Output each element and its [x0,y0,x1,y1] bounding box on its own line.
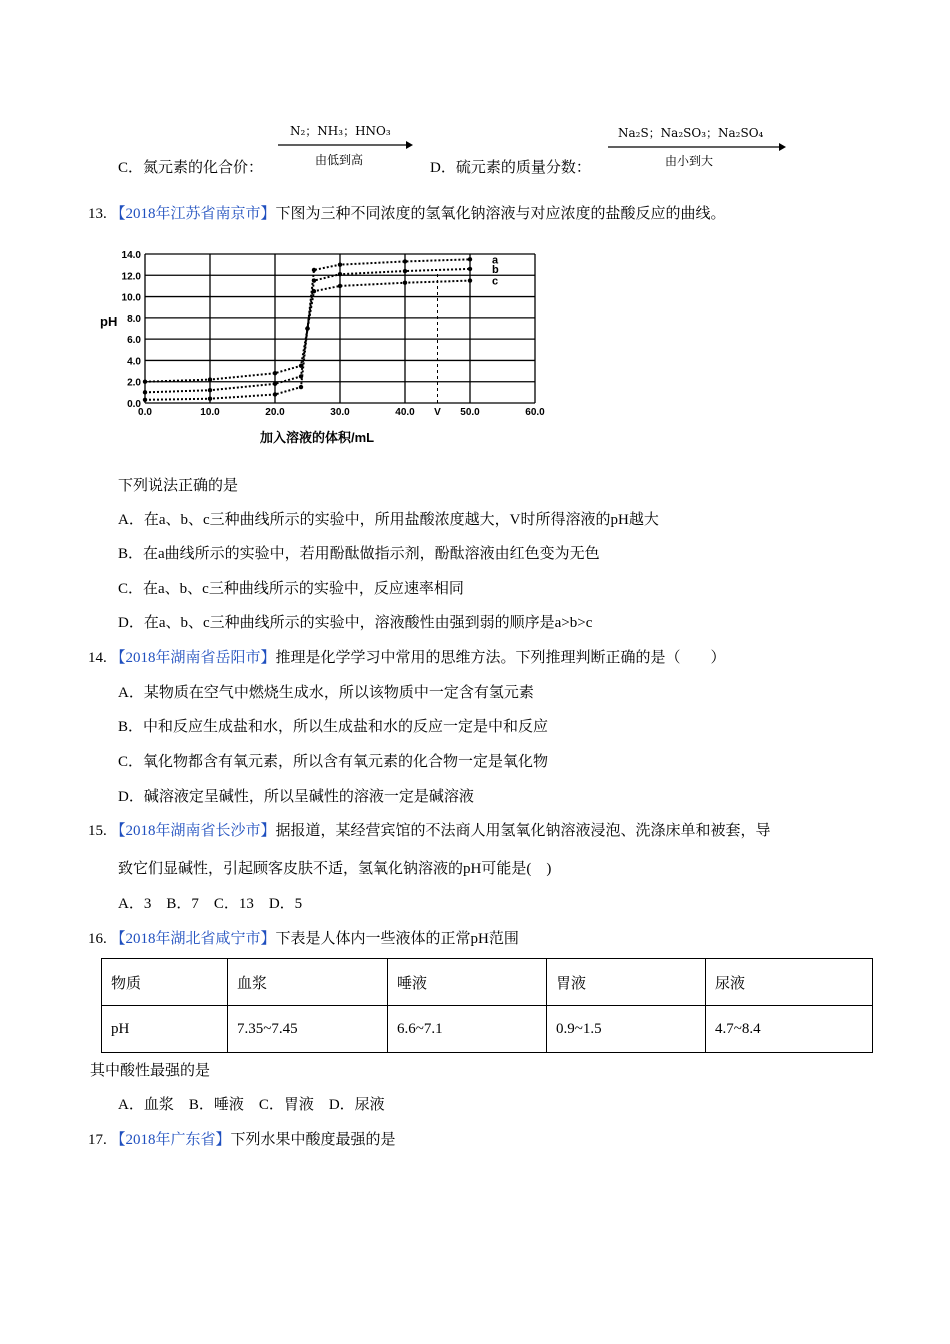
data-point-a [299,385,303,389]
q14-source: 【2018年湖南省岳阳市】 [110,650,276,666]
table-cell: 0.9~1.5 [547,1006,706,1053]
x-tick-label: V [434,407,441,418]
data-point-b [312,278,316,282]
q13-option-d: D．在a、b、c三种曲线所示的实验中，溶液酸性由强到弱的顺序是a>b>c [118,615,593,631]
data-point-a [143,398,147,402]
q13-stem-line [88,202,726,223]
table-cell: 血浆 [228,959,388,1006]
data-point-a [468,257,472,261]
data-point-a [273,392,277,396]
data-point-c [273,371,277,375]
data-point-b [208,388,212,392]
x-tick-label: 10.0 [200,407,220,418]
q15-number: 15. [88,823,107,839]
y-tick-label: 4.0 [127,356,141,368]
data-point-c [338,284,342,288]
q16-stem-line [88,927,519,948]
chart-ylabel: pH [100,314,118,329]
y-tick-label: 14.0 [121,250,141,261]
q12-option-d-label: D．硫元素的质量分数： [430,160,591,176]
series-label-c: c [492,275,499,288]
q12-option-c-arrow-bottom: 由低到高 [315,153,364,167]
data-point-b [299,374,303,378]
q15-options: A．3 B．7 C．13 D．5 [118,896,303,912]
ph-range-table [101,958,873,1053]
table-cell: pH [102,1006,228,1053]
q14-stem-line [88,646,726,667]
q16-source: 【2018年湖北省咸宁市】 [110,931,276,947]
table-cell: 7.35~7.45 [228,1006,388,1053]
q13-option-b: B．在a曲线所示的实验中，若用酚酞做指示剂，酚酞溶液由红色变为无色 [118,546,600,562]
y-tick-label: 2.0 [127,377,141,389]
q13-lead: 下列说法正确的是 [118,478,239,494]
data-point-c [143,380,147,384]
q13-option-a: A．在a、b、c三种曲线所示的实验中，所用盐酸浓度越大，V时所得溶液的pH越大 [118,512,659,528]
table-row [102,1006,873,1053]
data-point-a [208,397,212,401]
x-tick-label: 50.0 [460,407,480,418]
q14-option-d: D．碱溶液定呈碱性，所以呈碱性的溶液一定是碱溶液 [118,789,474,805]
chart-xlabel: 加入溶液的体积/mL [260,430,375,445]
data-point-a [403,259,407,263]
table-cell: 4.7~8.4 [706,1006,873,1053]
q17-stem-line [88,1128,396,1149]
data-point-a [312,268,316,272]
q14-stem: 推理是化学学习中常用的思维方法。下列推理判断正确的是（ ） [275,650,726,666]
q17-source: 【2018年广东省】 [110,1132,231,1148]
table-cell: 尿液 [706,959,873,1006]
x-tick-label: 0.0 [138,407,152,418]
q15-source: 【2018年湖南省长沙市】 [110,823,276,839]
q12-option-c-arrow-icon [278,140,413,150]
data-point-b [273,382,277,386]
table-cell: 唾液 [388,959,547,1006]
q14-option-c: C．氧化物都含有氧元素，所以含有氧元素的化合物一定是氧化物 [118,754,549,770]
q15-stem-line [88,819,771,840]
data-point-c [299,364,303,368]
x-tick-label: 60.0 [525,407,545,418]
q12-option-d-arrow-bottom: 由小到大 [665,154,714,168]
q16-options: A．血浆 B．唾液 C．胃液 D．尿液 [118,1097,385,1113]
q12-option-d-arrow-icon [608,142,786,152]
q12-option-d-arrow-top: Na₂S；Na₂SO₃；Na₂SO₄ [618,126,764,140]
table-cell: 胃液 [547,959,706,1006]
q12-option-c-label: C．氮元素的化合价： [118,160,264,176]
table-header-row [102,959,873,1006]
data-point-c [208,377,212,381]
y-tick-label: 0.0 [127,399,141,410]
y-tick-label: 6.0 [127,335,141,347]
table-cell: 物质 [102,959,228,1006]
q13-number: 13. [88,206,107,222]
q14-option-a: A．某物质在空气中燃烧生成水，所以该物质中一定含有氢元素 [118,685,534,701]
q16-stem: 下表是人体内一些液体的正常pH范围 [275,931,519,947]
series-label-b: b [492,263,499,276]
data-point-a [338,262,342,266]
data-point-b [468,267,472,271]
q12-option-c-arrow-top: N₂；NH₃；HNO₃ [290,124,391,138]
q15-stem-1: 据报道，某经营宾馆的不法商人用氢氧化钠溶液浸泡、洗涤床单和被套，导 [275,823,771,839]
x-tick-label: 30.0 [330,407,350,418]
data-point-c [305,326,309,330]
y-tick-label: 12.0 [121,271,141,283]
chart-series [143,254,499,402]
q15-stem-2: 致它们显碱性，引起顾客皮肤不适，氢氧化钠溶液的pH可能是( ) [118,861,552,877]
x-tick-label: 40.0 [395,407,415,418]
ph-titration-chart [100,240,560,450]
data-point-b [338,272,342,276]
data-point-b [143,390,147,394]
q13-source: 【2018年江苏省南京市】 [110,206,276,222]
series-label-a: a [492,254,499,267]
data-point-c [312,289,316,293]
q17-number: 17. [88,1132,107,1148]
q17-stem: 下列水果中酸度最强的是 [230,1132,396,1148]
q14-number: 14. [88,650,107,666]
q16-number: 16. [88,931,107,947]
q13-option-c: C．在a、b、c三种曲线所示的实验中，反应速率相同 [118,581,464,597]
q14-option-b: B．中和反应生成盐和水，所以生成盐和水的反应一定是中和反应 [118,719,549,735]
data-point-c [403,281,407,285]
y-tick-label: 10.0 [121,292,141,304]
q13-stem: 下图为三种不同浓度的氢氧化钠溶液与对应浓度的盐酸反应的曲线。 [275,206,726,222]
series-line-c [145,281,470,382]
x-tick-label: 20.0 [265,407,285,418]
y-tick-label: 8.0 [127,313,141,325]
data-point-b [403,269,407,273]
q16-after: 其中酸性最强的是 [90,1063,211,1079]
data-point-c [468,278,472,282]
table-cell: 6.6~7.1 [388,1006,547,1053]
